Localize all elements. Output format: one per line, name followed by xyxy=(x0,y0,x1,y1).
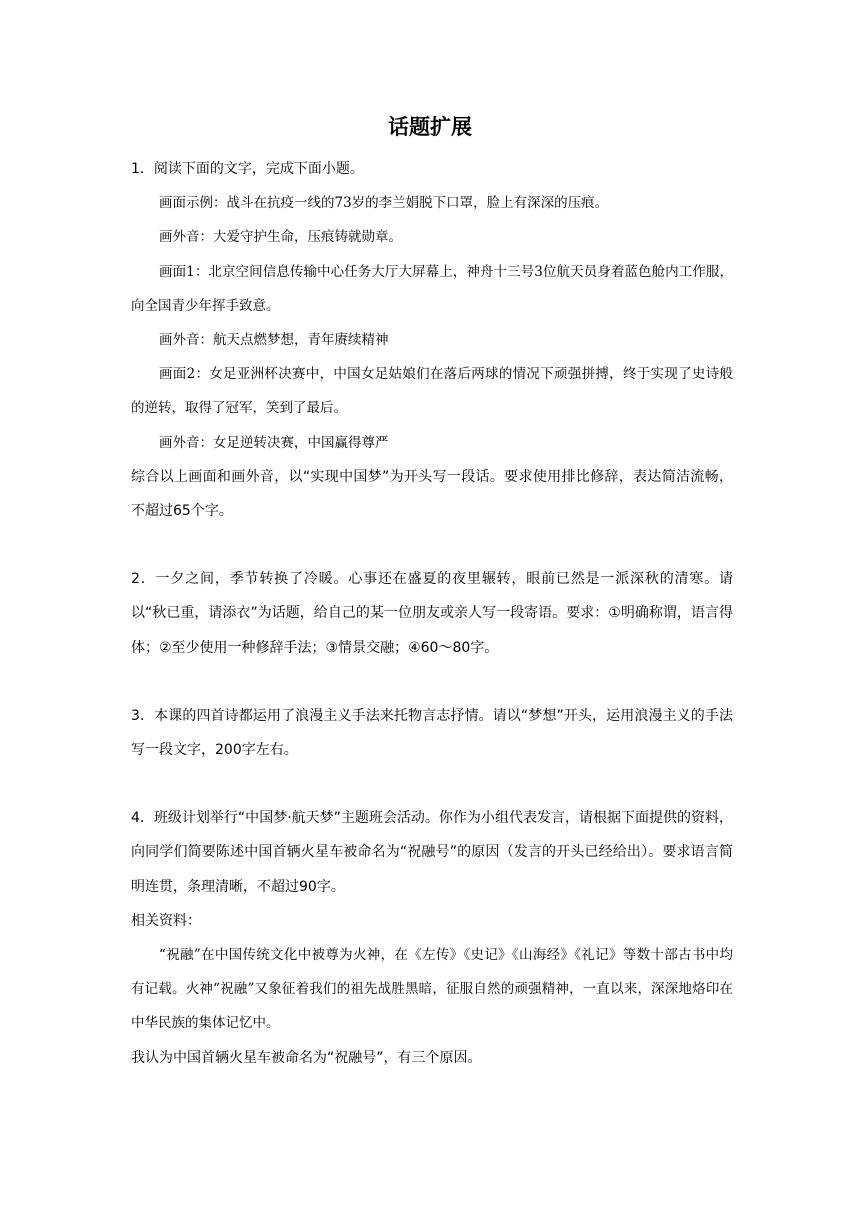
spacer xyxy=(131,767,733,801)
question-3-text: 3．本课的四首诗都运用了浪漫主义手法来托物言志抒情。请以“梦想”开头，运用浪漫主义的手法写一段文字，200字左右。 xyxy=(131,707,733,759)
scene-example: 画面示例：战斗在抗疫一线的73岁的李兰娟脱下口罩，脸上有深深的压痕。 xyxy=(159,195,609,212)
spacer xyxy=(131,528,733,562)
question-3 xyxy=(131,699,733,767)
materials-text: “祝融”在中国传统文化中被尊为火神，在《左传》《史记》《山海经》《礼记》等数十部古书中均有记载。火神“祝融”又象征着我们的祖先战胜黑暗，征服自然的顽强精神，一直以来，深深地烙印在中华民族的集体记忆中。 xyxy=(131,947,733,1032)
question-4 xyxy=(131,801,733,1075)
scene-1-voiceover: 画外音：航天点燃梦想，青年赓续精神 xyxy=(159,332,389,349)
question-1-task: 综合以上画面和画外音，以“实现中国梦”为开头写一段话。要求使用排比修辞，表达简洁流畅，不超过65个字。 xyxy=(131,468,733,520)
question-1-stem: 1．阅读下面的文字，完成下面小题。 xyxy=(131,161,364,177)
scene-2: 画面2：女足亚洲杯决赛中，中国女足姑娘们在落后两球的情况下顽强拼搏，终于实现了史诗般的逆转，取得了冠军，笑到了最后。 xyxy=(131,366,733,417)
document-body xyxy=(131,152,733,1075)
question-2-text: 2．一夕之间，季节转换了冷暖。心事还在盛夏的夜里辗转，眼前已然是一派深秋的清寒。请以“秋已重，请添衣”为话题，给自己的某一位朋友或亲人写一段寄语。要求：①明确称谓，语言得体；②至少使用一种修辞手法；③情景交融；④60～80字。 xyxy=(131,571,733,656)
scene-1: 画面1：北京空间信息传输中心任务大厅大屏幕上，神舟十三号3位航天员身着蓝色舱内工作服，向全国青少年挥手致意。 xyxy=(131,263,733,314)
scene-example-voiceover: 画外音：大爱守护生命，压痕铸就勋章。 xyxy=(159,229,402,246)
spacer xyxy=(131,665,733,699)
question-1 xyxy=(131,152,733,528)
question-2 xyxy=(131,562,733,665)
speech-opening: 我认为中国首辆火星车被命名为“祝融号”，有三个原因。 xyxy=(131,1049,482,1066)
question-4-text: 4．班级计划举行“中国梦·航天梦”主题班会活动。你作为小组代表发言，请根据下面提供的资料，向同学们简要陈述中国首辆火星车被命名为“祝融号”的原因（发言的开头已经给出）。要求语言简明连贯，条理清晰，不超过90字。 xyxy=(131,810,733,895)
page-title: 话题扩展 xyxy=(388,115,472,139)
materials-label: 相关资料： xyxy=(131,912,201,929)
scene-2-voiceover: 画外音：女足逆转决赛，中国赢得尊严 xyxy=(159,434,389,451)
